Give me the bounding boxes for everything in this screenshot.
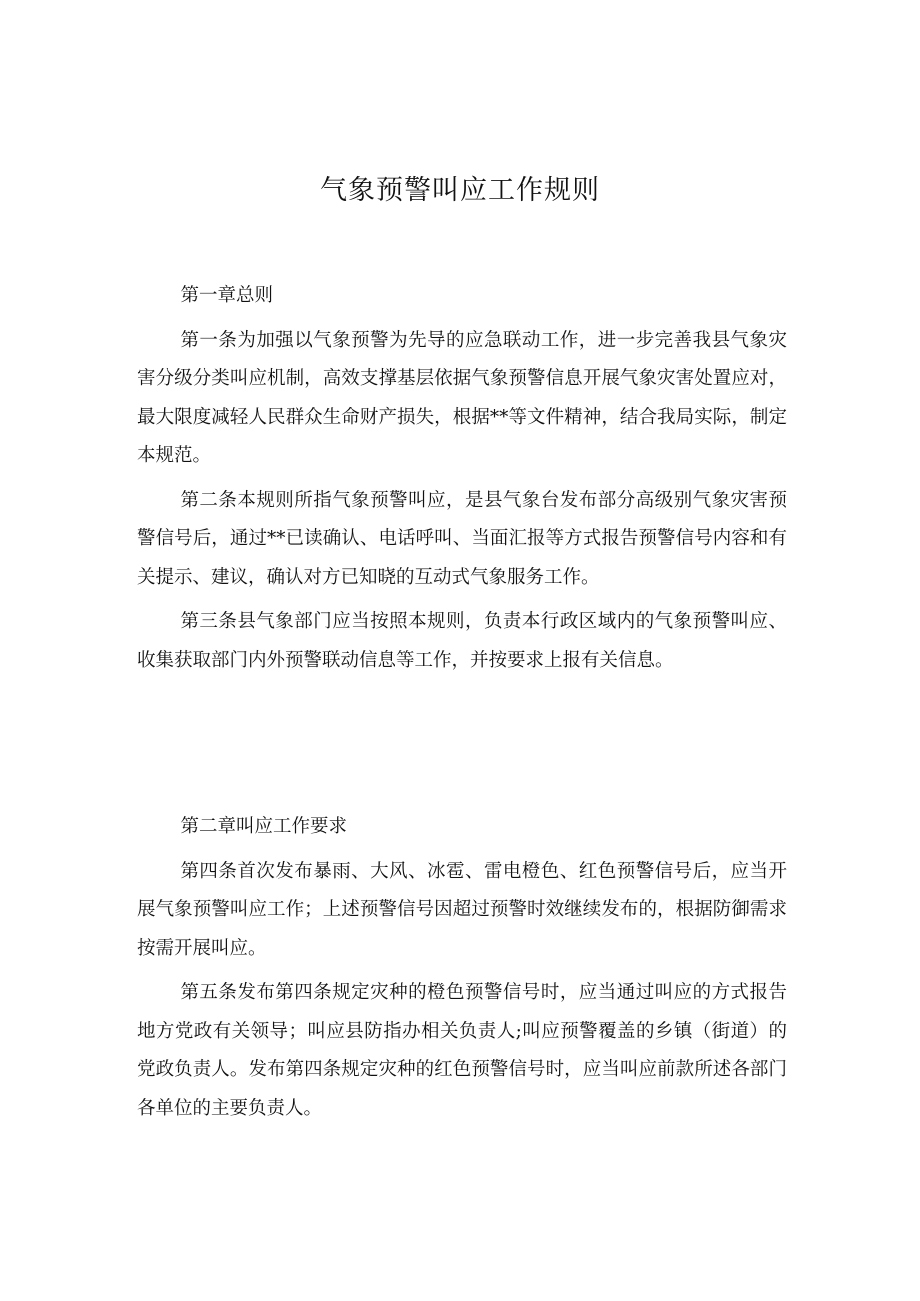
article-3: 第三条县气象部门应当按照本规则，负责本行政区域内的气象预警叫应、收集获取部门内外预警联动信息等工作，并按要求上报有关信息。 xyxy=(137,611,787,671)
chapter-2-section xyxy=(137,808,787,1128)
article-1: 第一条为加强以气象预警为先导的应急联动工作，进一步完善我县气象灾害分级分类叫应机制，高效支撑基层依据气象预警信息开展气象灾害处置应对，最大限度减轻人民群众生命财产损失，根据**等文件精神，结合我局实际，制定本规范。 xyxy=(137,329,787,466)
article-5: 第五条发布第四条规定灾种的橙色预警信号时，应当通过叫应的方式报告地方党政有关领导；叫应县防指办相关负责人;叫应预警覆盖的乡镇（街道）的党政负责人。发布第四条规定灾种的红色预警信号时，应当叫应前款所述各部门各单位的主要负责人。 xyxy=(137,982,787,1119)
chapter-2-heading: 第二章叫应工作要求 xyxy=(180,816,347,837)
document-title: 气象预警叫应工作规则 xyxy=(320,175,600,206)
chapter-1-heading: 第一章总则 xyxy=(180,285,273,306)
article-4: 第四条首次发布暴雨、大风、冰雹、雷电橙色、红色预警信号后，应当开展气象预警叫应工作；上述预警信号因超过预警时效继续发布的，根据防御需求按需开展叫应。 xyxy=(137,860,787,959)
chapter-1-section xyxy=(137,277,787,680)
article-2: 第二条本规则所指气象预警叫应，是县气象台发布部分高级别气象灾害预警信号后，通过**已读确认、电话呼叫、当面汇报等方式报告预警信号内容和有关提示、建议，确认对方已知晓的互动式气象服务工作。 xyxy=(137,489,787,588)
